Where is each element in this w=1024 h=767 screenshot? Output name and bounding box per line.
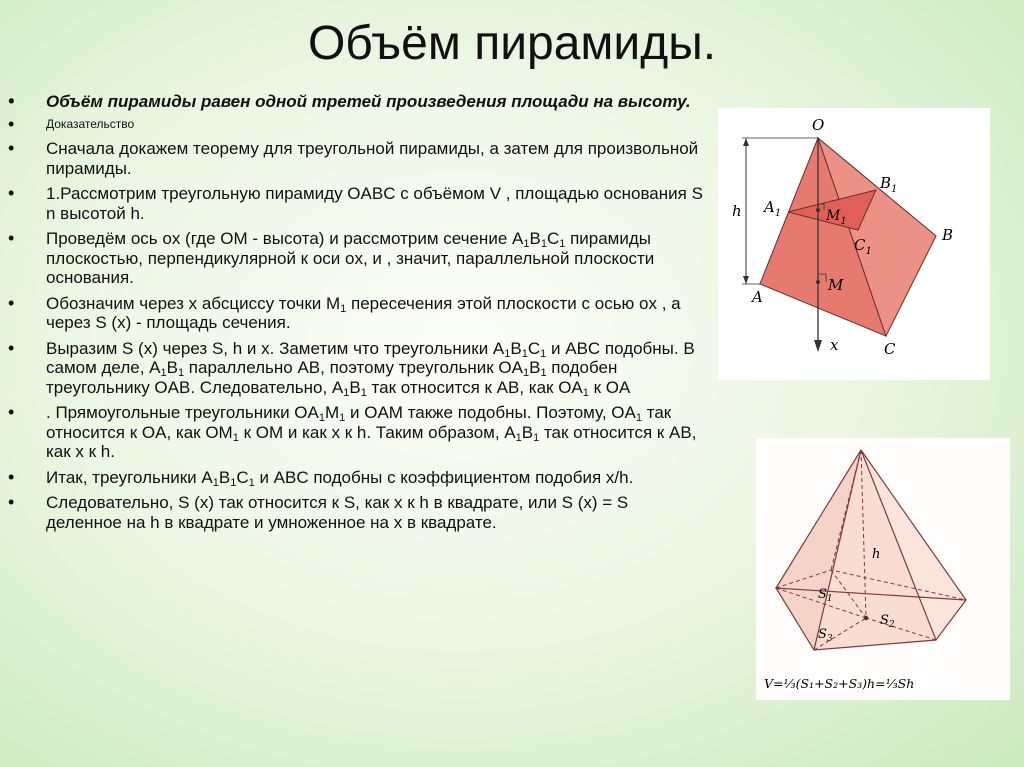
label-c: C bbox=[884, 340, 896, 358]
subscript: 1 bbox=[343, 386, 350, 399]
bullet-text: подобен треугольнику OAB. Следовательно, A bbox=[46, 358, 618, 397]
bullet-text: B bbox=[166, 358, 178, 377]
subscript: 1 bbox=[339, 412, 346, 424]
subscript: 1 bbox=[523, 238, 530, 250]
bullet-text: Следовательно, S (x) так относится к S, как x к h в квадрате, или S (x) = S деленное на h в квадрате и умноженное на x в квадрате. bbox=[46, 493, 629, 532]
label-b: B bbox=[942, 226, 954, 244]
subscript: 1 bbox=[340, 302, 347, 315]
bullet-text: B bbox=[510, 338, 522, 358]
bullet-text: и ABC подобны с коэффициентом подобия x/h. bbox=[254, 467, 634, 487]
bullet-item bbox=[8, 229, 708, 288]
bullet-text: пирамиды плоскостью, перпендикулярной к оси ox, и , значит, параллельной плоскости основания. bbox=[46, 229, 655, 287]
subscript: 1 bbox=[177, 367, 185, 379]
label-o: O bbox=[812, 116, 825, 134]
bullet-text: к OA bbox=[588, 377, 631, 397]
label-c1: $C_1$ bbox=[854, 236, 872, 257]
subscript: 1 bbox=[522, 367, 530, 379]
subscript: 1 bbox=[540, 367, 547, 379]
bullet-text: к OM и как x к h. Таким образом, A bbox=[238, 422, 516, 442]
subscript: 1 bbox=[582, 386, 589, 399]
bullet-item bbox=[8, 92, 708, 111]
label-s2: $S_2$ bbox=[880, 613, 895, 630]
bullet-item bbox=[8, 139, 708, 178]
bullet-text: B bbox=[521, 422, 534, 442]
label-m: M bbox=[828, 276, 844, 294]
bullet-item bbox=[8, 184, 708, 223]
bullet-text: так относится к OA, как OM bbox=[46, 403, 672, 442]
label-m1: $M_1$ bbox=[826, 208, 847, 227]
subscript: 1 bbox=[212, 476, 219, 489]
subscript: 1 bbox=[160, 367, 167, 379]
subscript: 1 bbox=[248, 476, 255, 489]
bullet-text: B bbox=[529, 229, 541, 248]
label-h2: h bbox=[872, 547, 881, 562]
bullet-text: B bbox=[218, 467, 231, 487]
label-a1: $A_1$ bbox=[764, 198, 782, 219]
bullet-text: Сначала докажем теорему для треугольной пирамиды, а затем для произвольной пирамиды. bbox=[46, 139, 699, 178]
bullet-text: Итак, треугольники A bbox=[46, 467, 213, 487]
bullet-item bbox=[8, 493, 708, 532]
subscript: 1 bbox=[232, 431, 239, 444]
subscript: 1 bbox=[635, 412, 642, 424]
label-s3: $S_3$ bbox=[818, 627, 833, 644]
subscript: 1 bbox=[230, 476, 237, 489]
bullet-text: B bbox=[349, 377, 361, 397]
figure-pentagonal-pyramid bbox=[756, 438, 1010, 700]
volume-formula: V=⅓(S₁+S₂+S₃)h=⅓Sh bbox=[764, 676, 915, 691]
subscript: 1 bbox=[559, 238, 566, 250]
subscript: 1 bbox=[360, 386, 367, 399]
bullet-text: пересечения этой плоскости с осью ox , а через S (x) - площадь сечения. bbox=[46, 293, 681, 332]
label-s1: $S_1$ bbox=[818, 587, 833, 604]
subscript: 1 bbox=[540, 238, 547, 250]
subscript: 1 bbox=[533, 431, 540, 444]
bullet-text: . Прямоугольные треугольники OA bbox=[46, 403, 319, 422]
bullet-text: C bbox=[527, 338, 541, 358]
bullet-item bbox=[8, 294, 708, 333]
bullet-text: и OAM также подобны. Поэтому, OA bbox=[345, 403, 636, 422]
bullet-text: Объём пирамиды равен одной третей произведения площади на высоту. bbox=[46, 92, 691, 111]
figure-triangular-pyramid bbox=[718, 108, 990, 380]
bullet-item bbox=[8, 339, 708, 398]
bullet-text: и ABC подобны. В самом деле, A bbox=[46, 338, 695, 377]
bullet-text: C bbox=[546, 229, 560, 248]
subscript: 1 bbox=[504, 347, 511, 360]
bullet-item bbox=[8, 468, 708, 488]
label-h: h bbox=[732, 202, 742, 220]
label-x: x bbox=[830, 336, 839, 354]
subscript: 1 bbox=[521, 347, 528, 360]
subscript: 1 bbox=[515, 431, 522, 444]
bullet-text: C bbox=[236, 467, 249, 487]
bullet-text: Обозначим через x абсциссу точки M bbox=[46, 293, 341, 313]
bullet-list bbox=[8, 92, 708, 538]
bullet-text: 1.Рассмотрим треугольную пирамиду OABC с объёмом V , площадью основания S n высотой h. bbox=[46, 184, 703, 223]
label-a: A bbox=[752, 288, 763, 306]
bullet-text: Доказательство bbox=[46, 117, 135, 131]
bullet-item bbox=[8, 117, 708, 132]
subscript: 1 bbox=[540, 347, 547, 360]
slide-title: Объём пирамиды. bbox=[307, 17, 717, 70]
bullet-text: так относится к AB, как x к h. bbox=[46, 422, 697, 461]
bullet-text: так относится к AB, как OA bbox=[366, 377, 583, 397]
bullet-item bbox=[8, 403, 708, 462]
bullet-text: M bbox=[324, 403, 340, 422]
bullet-text: B bbox=[529, 358, 541, 377]
label-b1: $B_1$ bbox=[880, 174, 898, 195]
bullet-text: Выразим S (x) через S, h и x. Заметим что треугольники A bbox=[46, 338, 505, 358]
bullet-text: Проведём ось ox (где OM - высота) и рассмотрим сечение A bbox=[46, 229, 524, 248]
bullet-text: параллельно AB, поэтому треугольник OA bbox=[184, 358, 523, 377]
subscript: 1 bbox=[318, 412, 325, 424]
